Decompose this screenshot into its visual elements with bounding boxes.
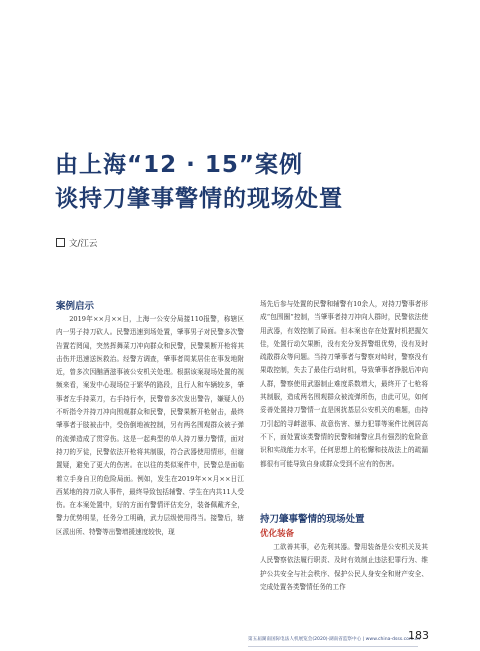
- article-title-line-2: 谈持刀肇事警情的现场处置: [55, 186, 343, 212]
- author-name: 文/江云: [69, 239, 98, 249]
- footer-divider: [248, 646, 418, 647]
- page-number: 183: [408, 629, 429, 642]
- journal-footer: 第五届湖南国际电法人机展览会(2020)·湖南省监察中心 | www.china-dsss.com.cn: [248, 637, 421, 642]
- equipment-subheading: 优化装备: [260, 529, 295, 539]
- checkbox-square-icon: [56, 238, 65, 247]
- handling-section-heading: 持刀肇事警情的现场处置: [260, 514, 365, 525]
- left-column: [56, 313, 244, 539]
- article-title-line-1: 由上海“12 · 15”案例: [55, 152, 303, 178]
- left-column-paragraph: 2019年××月××日，上海一公安分局接110报警，称辖区内一男子持刀砍人。民警迅速到场处置，肇事男子对民警多次警告置若罔闻，突然挥舞菜刀冲向群众和民警，民警果断开枪将其击伤并迅速送医救治。经警方调查，肇事者周某居住在事发地附近，曾多次因酗酒滋事被公安机关处理。根据该案现场处置的视频来看，案发中心现场位于繁华的路段，且行人和车辆较多，肇事者左手持菜刀，右手持行李，民警曾多次发出警告，嫌疑人仍不听指令并持刀冲向围观群众和民警，民警果断开枪射击，最终肇事者于肢被击中，受伤倒地被控制，另有两名围观群众被子弹的流弹造成了贯穿伤。这是一起典型的单人持刀暴力警情，面对持刀的歹徒，民警依法开枪将其制服，符合武器使用情形，但谢置疑，避免了更大的伤害。在以往的类似案件中，民警总是面临着立手身自卫的危险局面。例如，发生在2019年××月××日江西某地的持刀砍人事件，最终导致包括辅警、学生在内共11人受伤。在本案处置中，好的方面有警情评估充分，装备佩戴齐全，警力优势明显，任务分工明确，武力层级使用得当。接警后，辖区派出所、特警等出警增援速度较快，现: [56, 315, 244, 536]
- equipment-paragraph: 工欲善其事，必先利其器。警用装备是公安机关及其人民警察依法履行职责、及时有效制止违法犯罪行为、维护公共安全与社会秩序、保护公民人身安全和财产安全、完成处置各类警情任务的工作: [260, 543, 428, 591]
- case-section-heading: 案例启示: [56, 301, 95, 312]
- equipment-text-block: [260, 541, 428, 594]
- right-column: [260, 298, 428, 471]
- right-column-paragraph: 场先后参与处置的民警和辅警有10余人，对持刀警事者形成“包围圈”控制，当肇事者持刀冲向人群时，民警依法使用武器，有效控制了局面。但本案也存在处置时机把握欠佳，处置行动欠果断，没有充分发挥警组优势，没有及时疏散群众等问题。当持刀肇事者与警察对峙时，警察没有果敢控制，失去了最佳行动时机，导致肇事者挣脱后冲向人群，警察使用武器制止难度系数增大，最终开了七枪将其制服，造成两名围观群众被流弹所伤，由此可见，如何妥善处置持刀警情一直是困扰基层公安机关的难题，由持刀引起的寻衅滋事、故意伤害、暴力犯罪等案件比例居高不下，面处置该类警情的民警和辅警应具有强烈的危险意识和实战能力水平，任何思想上的松懈和技战法上的疏漏都很有可能导致自身或群众受到不应有的伤害。: [260, 300, 428, 468]
- author-byline: [56, 237, 97, 249]
- article-title: [55, 148, 435, 216]
